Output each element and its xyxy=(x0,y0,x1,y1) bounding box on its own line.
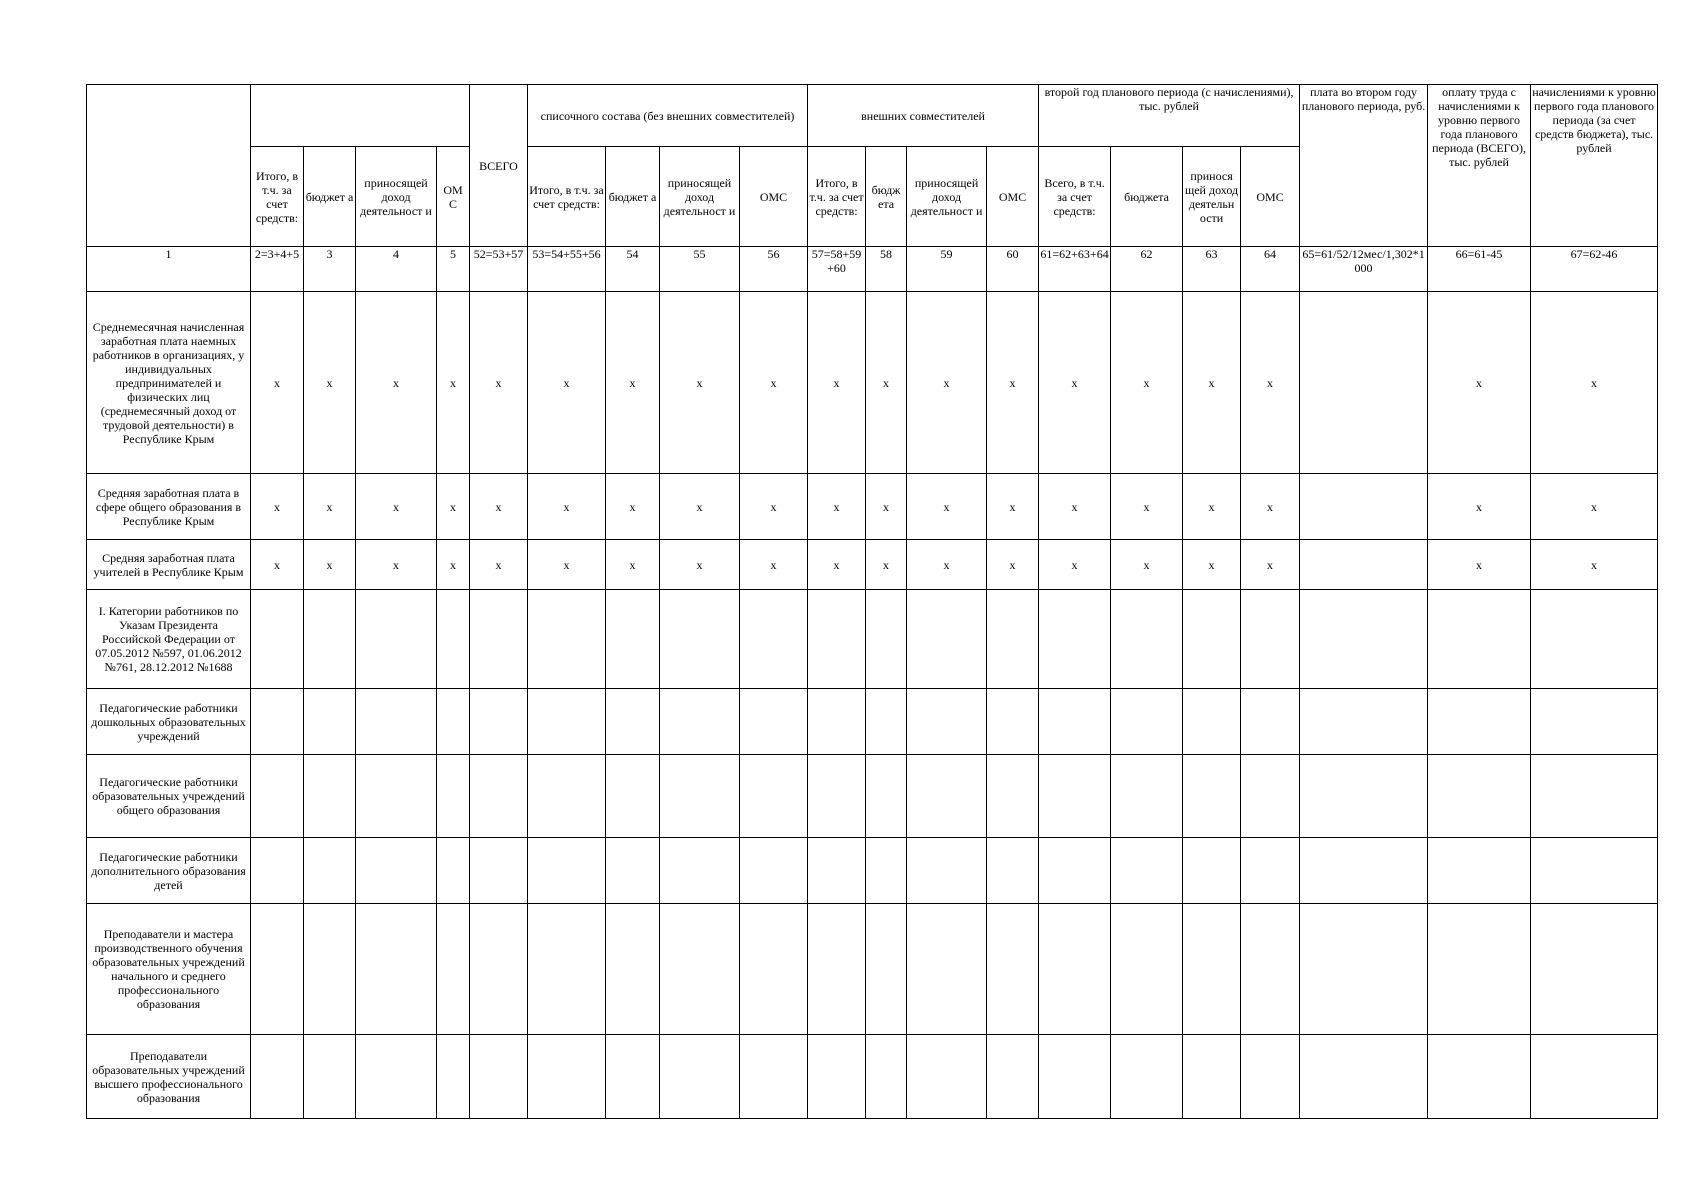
col-number: 62 xyxy=(1111,247,1183,292)
table-cell xyxy=(1183,904,1241,1035)
header-itogo: Итого, в т.ч. за счет средств: xyxy=(808,147,866,247)
table-cell xyxy=(808,904,866,1035)
table-cell: x xyxy=(1241,292,1300,474)
table-cell xyxy=(1428,1035,1531,1119)
table-cell xyxy=(606,1035,660,1119)
table-cell xyxy=(1241,904,1300,1035)
table-cell xyxy=(1300,540,1428,590)
table-cell xyxy=(808,838,866,904)
table-cell xyxy=(470,838,528,904)
table-cell xyxy=(251,904,304,1035)
table-cell xyxy=(1300,1035,1428,1119)
table-cell: x xyxy=(1531,474,1658,540)
table-cell xyxy=(1183,590,1241,689)
table-cell xyxy=(1241,755,1300,838)
header-vsego: ВСЕГО xyxy=(470,85,528,247)
table-cell xyxy=(606,590,660,689)
table-cell xyxy=(1531,689,1658,755)
col-number: 54 xyxy=(606,247,660,292)
table-cell xyxy=(251,590,304,689)
table-cell xyxy=(740,590,808,689)
table-cell xyxy=(470,689,528,755)
table-cell: x xyxy=(866,292,907,474)
table-cell xyxy=(1428,590,1531,689)
table-cell: x xyxy=(1428,474,1531,540)
table-cell xyxy=(437,1035,470,1119)
col-number: 57=58+59+60 xyxy=(808,247,866,292)
table-cell xyxy=(528,904,606,1035)
table-cell: x xyxy=(987,292,1039,474)
table-cell xyxy=(808,590,866,689)
table-cell xyxy=(304,1035,356,1119)
table-cell xyxy=(1241,1035,1300,1119)
table-cell xyxy=(1039,1035,1111,1119)
table-cell xyxy=(1241,590,1300,689)
table-cell xyxy=(1183,689,1241,755)
table-cell xyxy=(1111,590,1183,689)
table-cell xyxy=(1039,755,1111,838)
column-number-row xyxy=(87,247,1658,292)
table-cell xyxy=(470,904,528,1035)
table-cell xyxy=(1531,904,1658,1035)
table-cell xyxy=(251,755,304,838)
table-cell xyxy=(866,904,907,1035)
table-cell: x xyxy=(907,474,987,540)
table-row xyxy=(87,474,1658,540)
col-number: 61=62+63+64 xyxy=(1039,247,1111,292)
table-cell xyxy=(1531,590,1658,689)
table-cell: x xyxy=(251,292,304,474)
table-cell xyxy=(987,689,1039,755)
table-row xyxy=(87,292,1658,474)
table-cell xyxy=(740,904,808,1035)
col-number: 58 xyxy=(866,247,907,292)
table-cell xyxy=(1300,292,1428,474)
table-body xyxy=(87,292,1658,1119)
table-cell xyxy=(907,689,987,755)
table-cell xyxy=(740,689,808,755)
table-cell xyxy=(660,755,740,838)
table-row xyxy=(87,904,1658,1035)
table-cell xyxy=(660,904,740,1035)
table-cell xyxy=(1039,904,1111,1035)
table-cell: x xyxy=(1111,540,1183,590)
table-cell: x xyxy=(528,474,606,540)
row-label: Педагогические работники образовательных учреждений общего образования xyxy=(87,755,251,838)
table-cell xyxy=(251,838,304,904)
table-cell: x xyxy=(1531,292,1658,474)
table-cell xyxy=(987,838,1039,904)
table-cell xyxy=(1039,838,1111,904)
table-cell: x xyxy=(304,292,356,474)
table-row xyxy=(87,590,1658,689)
table-cell xyxy=(1183,755,1241,838)
table-cell xyxy=(356,689,437,755)
header-itogo: Итого, в т.ч. за счет средств: xyxy=(251,147,304,247)
table-cell: x xyxy=(606,292,660,474)
col-number: 64 xyxy=(1241,247,1300,292)
table-cell xyxy=(304,689,356,755)
col-number: 67=62-46 xyxy=(1531,247,1658,292)
table-cell: x xyxy=(907,540,987,590)
row-label: Среднемесячная начисленная заработная плата наемных работников в организациях, у индивидуальных предпринимателей и физических лиц (среднемесячный доход от трудовой деятельности) в Республике Крым xyxy=(87,292,251,474)
col-number: 56 xyxy=(740,247,808,292)
table-cell xyxy=(356,1035,437,1119)
table-cell xyxy=(1531,755,1658,838)
header-income: приносящей доход деятельност и xyxy=(660,147,740,247)
table-cell: x xyxy=(907,292,987,474)
table-cell: x xyxy=(740,540,808,590)
table-cell: x xyxy=(1241,474,1300,540)
table-cell xyxy=(1428,689,1531,755)
table-cell xyxy=(606,689,660,755)
table-cell xyxy=(470,1035,528,1119)
col-number: 52=53+57 xyxy=(470,247,528,292)
table-cell: x xyxy=(437,474,470,540)
table-cell: x xyxy=(808,474,866,540)
col-number: 5 xyxy=(437,247,470,292)
table-cell xyxy=(528,838,606,904)
salary-form-table xyxy=(86,84,1658,1119)
header-income: принося щей доход деятельн ости xyxy=(1183,147,1241,247)
table-cell: x xyxy=(1111,292,1183,474)
table-cell: x xyxy=(1039,474,1111,540)
row-label: Преподаватели и мастера производственного обучения образовательных учреждений начального и среднего профессионального образования xyxy=(87,904,251,1035)
table-cell xyxy=(660,689,740,755)
table-cell xyxy=(437,904,470,1035)
table-cell: x xyxy=(1183,540,1241,590)
table-cell xyxy=(1183,1035,1241,1119)
table-cell: x xyxy=(987,540,1039,590)
table-cell xyxy=(1300,689,1428,755)
table-cell xyxy=(1531,1035,1658,1119)
table-cell xyxy=(866,689,907,755)
table-cell: x xyxy=(470,474,528,540)
header-budget: бюджета xyxy=(1111,147,1183,247)
table-cell: x xyxy=(356,540,437,590)
row-label: Средняя заработная плата в сфере общего образования в Республике Крым xyxy=(87,474,251,540)
table-cell xyxy=(304,904,356,1035)
table-cell: x xyxy=(1531,540,1658,590)
table-cell xyxy=(1039,590,1111,689)
header-itogo: Всего, в т.ч. за счет средств: xyxy=(1039,147,1111,247)
table-cell xyxy=(740,838,808,904)
table-cell xyxy=(740,1035,808,1119)
row-label: I. Категории работников по Указам Президента Российской Федерации от 07.05.2012 №597, 01.06.2012 №761, 28.12.2012 №1688 xyxy=(87,590,251,689)
header-group-staff: списочного состава (без внешних совместителей) xyxy=(528,85,808,147)
table-cell xyxy=(437,590,470,689)
table-cell: x xyxy=(251,540,304,590)
table-cell: x xyxy=(528,540,606,590)
table-cell xyxy=(1428,904,1531,1035)
table-cell xyxy=(1428,838,1531,904)
col-number: 66=61-45 xyxy=(1428,247,1531,292)
table-cell: x xyxy=(356,292,437,474)
table-cell: x xyxy=(470,292,528,474)
table-cell xyxy=(866,838,907,904)
table-cell xyxy=(437,755,470,838)
header-income: приносящей доход деятельност и xyxy=(356,147,437,247)
table-cell xyxy=(866,1035,907,1119)
table-cell xyxy=(987,1035,1039,1119)
header-group-second-year: второй год планового периода (с начислениями), тыс. рублей xyxy=(1039,85,1300,147)
table-cell xyxy=(1111,904,1183,1035)
table-cell xyxy=(660,838,740,904)
table-cell xyxy=(470,755,528,838)
header-oms: ОМС xyxy=(1241,147,1300,247)
table-cell xyxy=(866,755,907,838)
table-cell: x xyxy=(1111,474,1183,540)
col-number: 59 xyxy=(907,247,987,292)
table-cell xyxy=(1300,474,1428,540)
table-cell xyxy=(606,838,660,904)
table-cell xyxy=(907,590,987,689)
table-cell xyxy=(1241,689,1300,755)
table-cell xyxy=(606,904,660,1035)
table-cell xyxy=(1039,689,1111,755)
table-cell xyxy=(808,755,866,838)
table-cell: x xyxy=(1428,292,1531,474)
table-cell: x xyxy=(740,474,808,540)
table-cell: x xyxy=(1039,292,1111,474)
row-label: Педагогические работники дошкольных образовательных учреждений xyxy=(87,689,251,755)
header-budget: бюджет а xyxy=(606,147,660,247)
table-cell xyxy=(808,689,866,755)
table-cell xyxy=(1241,838,1300,904)
table-cell xyxy=(251,689,304,755)
table-cell xyxy=(606,755,660,838)
table-cell xyxy=(528,590,606,689)
col-number: 2=3+4+5 xyxy=(251,247,304,292)
table-cell xyxy=(437,689,470,755)
table-row xyxy=(87,755,1658,838)
table-cell: x xyxy=(1039,540,1111,590)
table-cell: x xyxy=(606,540,660,590)
table-cell xyxy=(528,1035,606,1119)
header-pay-second-year: плата во втором году планового периода, руб. xyxy=(1300,85,1428,247)
table-cell: x xyxy=(437,292,470,474)
table-cell: x xyxy=(866,474,907,540)
table-cell xyxy=(1300,755,1428,838)
table-row xyxy=(87,1035,1658,1119)
table-row xyxy=(87,838,1658,904)
table-cell xyxy=(987,755,1039,838)
table-cell xyxy=(528,755,606,838)
table-cell xyxy=(907,838,987,904)
table-cell xyxy=(304,590,356,689)
table-row xyxy=(87,689,1658,755)
table-cell: x xyxy=(987,474,1039,540)
table-cell: x xyxy=(304,540,356,590)
table-cell xyxy=(987,904,1039,1035)
table-cell xyxy=(808,1035,866,1119)
table-cell: x xyxy=(1241,540,1300,590)
header-oms: ОМС xyxy=(740,147,808,247)
table-cell xyxy=(1111,1035,1183,1119)
table-cell: x xyxy=(808,540,866,590)
table-cell xyxy=(356,904,437,1035)
table-cell xyxy=(356,838,437,904)
table-cell: x xyxy=(528,292,606,474)
table-cell: x xyxy=(437,540,470,590)
header-income: приносящей доход деятельност и xyxy=(907,147,987,247)
table-cell: x xyxy=(1183,292,1241,474)
table-cell xyxy=(1300,838,1428,904)
table-cell xyxy=(1300,590,1428,689)
table-cell xyxy=(356,755,437,838)
table-cell xyxy=(251,1035,304,1119)
header-budget: бюджет а xyxy=(304,147,356,247)
col-number: 65=61/52/12мес/1,302*1000 xyxy=(1300,247,1428,292)
row-label: Преподаватели образовательных учреждений высшего профессионального образования xyxy=(87,1035,251,1119)
table-cell xyxy=(304,755,356,838)
header-blank-group xyxy=(251,85,470,147)
table-cell xyxy=(1428,755,1531,838)
table-cell xyxy=(1111,838,1183,904)
header-group-external: внешних совместителей xyxy=(808,85,1039,147)
table-cell xyxy=(740,755,808,838)
table-cell xyxy=(1531,838,1658,904)
header-charges-first-year: начислениями к уровню первого года планового периода (за счет средств бюджета), тыс. рублей xyxy=(1531,85,1658,247)
table-cell xyxy=(1183,838,1241,904)
col-number: 53=54+55+56 xyxy=(528,247,606,292)
table-row xyxy=(87,540,1658,590)
table-cell xyxy=(304,838,356,904)
table-cell xyxy=(660,590,740,689)
table-cell: x xyxy=(470,540,528,590)
col-number: 3 xyxy=(304,247,356,292)
header-budget: бюдж ета xyxy=(866,147,907,247)
col-number: 60 xyxy=(987,247,1039,292)
col-number: 55 xyxy=(660,247,740,292)
table-cell xyxy=(907,1035,987,1119)
table-cell xyxy=(987,590,1039,689)
table-cell: x xyxy=(866,540,907,590)
col-number: 4 xyxy=(356,247,437,292)
table-cell: x xyxy=(740,292,808,474)
table-cell xyxy=(528,689,606,755)
col-number: 1 xyxy=(87,247,251,292)
salary-form-table-sheet xyxy=(86,84,1656,1119)
table-cell: x xyxy=(660,292,740,474)
table-cell: x xyxy=(356,474,437,540)
header-itogo: Итого, в т.ч. за счет средств: xyxy=(528,147,606,247)
table-cell xyxy=(1111,755,1183,838)
table-cell xyxy=(907,904,987,1035)
table-cell xyxy=(866,590,907,689)
col-number: 63 xyxy=(1183,247,1241,292)
table-cell xyxy=(1300,904,1428,1035)
table-cell: x xyxy=(304,474,356,540)
header-labor-first-year: оплату труда с начислениями к уровню первого года планового периода (ВСЕГО), тыс. рублей xyxy=(1428,85,1531,247)
table-cell: x xyxy=(251,474,304,540)
table-cell: x xyxy=(660,474,740,540)
table-cell xyxy=(1111,689,1183,755)
table-cell: x xyxy=(1428,540,1531,590)
table-cell: x xyxy=(1183,474,1241,540)
header-oms: ОМ С xyxy=(437,147,470,247)
table-cell xyxy=(660,1035,740,1119)
table-cell: x xyxy=(660,540,740,590)
table-cell xyxy=(907,755,987,838)
table-cell: x xyxy=(808,292,866,474)
table-cell xyxy=(437,838,470,904)
header-blank-corner xyxy=(87,85,251,247)
table-cell xyxy=(356,590,437,689)
header-oms: ОМС xyxy=(987,147,1039,247)
row-label: Средняя заработная плата учителей в Республике Крым xyxy=(87,540,251,590)
table-cell: x xyxy=(606,474,660,540)
row-label: Педагогические работники дополнительного образования детей xyxy=(87,838,251,904)
table-cell xyxy=(470,590,528,689)
